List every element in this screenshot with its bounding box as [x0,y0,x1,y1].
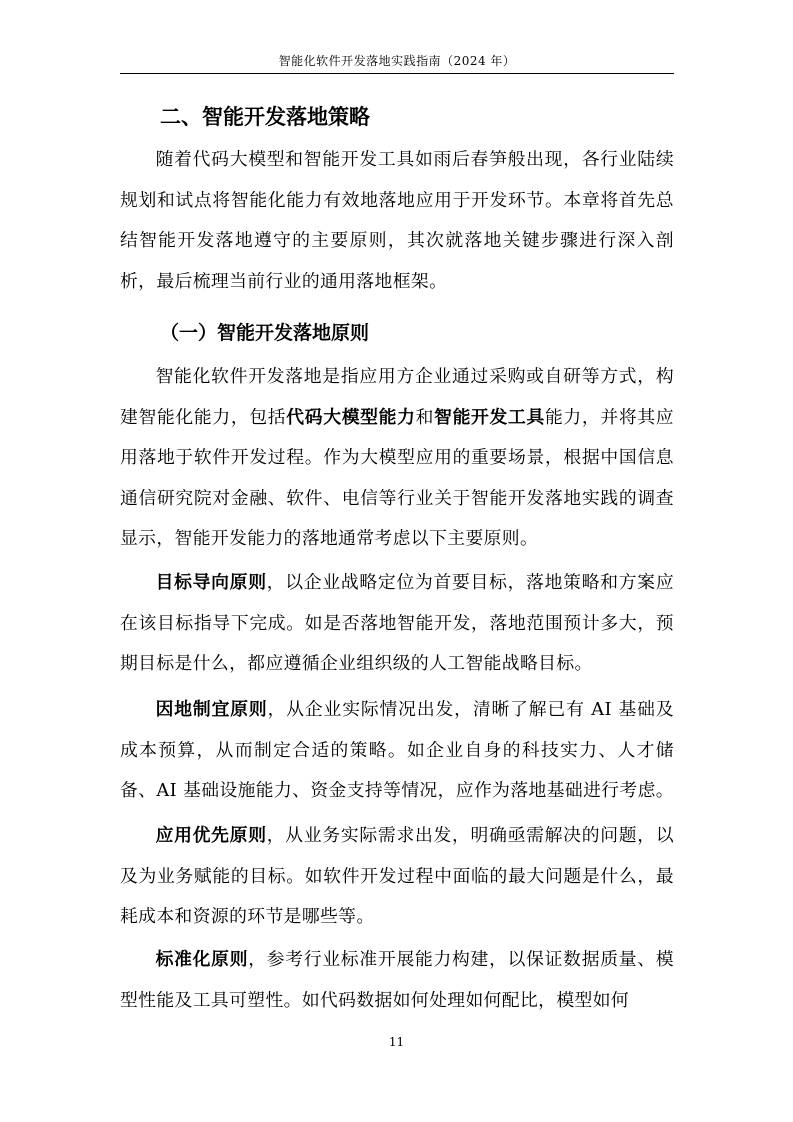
term-dev-tools: 智能开发工具 [434,406,545,428]
principle-name: 因地制宜原则 [155,699,268,720]
principle-paragraph-standardization [120,940,674,1021]
principle-name: 应用优先原则 [155,825,267,846]
header-rule [120,73,674,74]
principle-text: ，以企业战略定位为首要目标，落地策略和方案应在该目标指导下完成。如是否落地智能开发，落地范围预计多大，预期目标是什么，都应遵循企业组织级的人工智能战略目标。 [120,572,674,675]
principle-paragraph-local [120,690,674,812]
running-header: 智能化软件开发落地实践指南（2024 年） [278,54,516,68]
principle-text: ，从企业实际情况出发，清晰了解已有 AI 基础及成本预算，从而制定合适的策略。如企业自身的科技实力、人才储备、AI 基础设施能力、资金支持等情况，应作为落地基础进行考虑。 [120,699,674,802]
principle-text: ，从业务实际需求出发，明确亟需解决的问题，以及为业务赋能的目标。如软件开发过程中面临的最大问题是什么，最耗成本和资源的环节是哪些等。 [120,825,674,928]
intro-text-2: 和 [415,406,435,428]
principle-name: 标准化原则 [155,949,249,970]
subsection-heading: （一）智能开发落地原则 [160,322,370,344]
intro-text-3: 能力，并将其应用落地于软件开发过程。作为大模型应用的重要场景，根据中国信息通信研究院对金融、软件、电信等行业关于智能开发落地实践的调查显示，智能开发能力的落地通常考虑以下主要原则。 [120,406,674,550]
intro-text-1: 智能化软件开发落地是指应用方企业通过采购或自研等方式，构建智能化能力，包括 [120,366,674,428]
principle-paragraph-application [120,816,674,938]
principles-intro-paragraph [120,357,674,560]
principle-text: ，参考行业标准开展能力构建，以保证数据质量、模型性能及工具可塑性。如代码数据如何处理如何配比，模型如何 [120,949,674,1011]
section-heading: 二、智能开发落地策略 [160,105,370,129]
term-code-llm: 代码大模型能力 [286,406,416,428]
principle-name: 目标导向原则 [155,572,267,593]
principle-paragraph-goal [120,563,674,685]
section-intro-paragraph: 随着代码大模型和智能开发工具如雨后春笋般出现，各行业陆续规划和试点将智能化能力有效地落地应用于开发环节。本章将首先总结智能开发落地遵守的主要原则，其次就落地关键步骤进行深入剖析，最后梳理当前行业的通用落地框架。 [120,149,674,292]
page-number: 11 [388,1035,405,1049]
